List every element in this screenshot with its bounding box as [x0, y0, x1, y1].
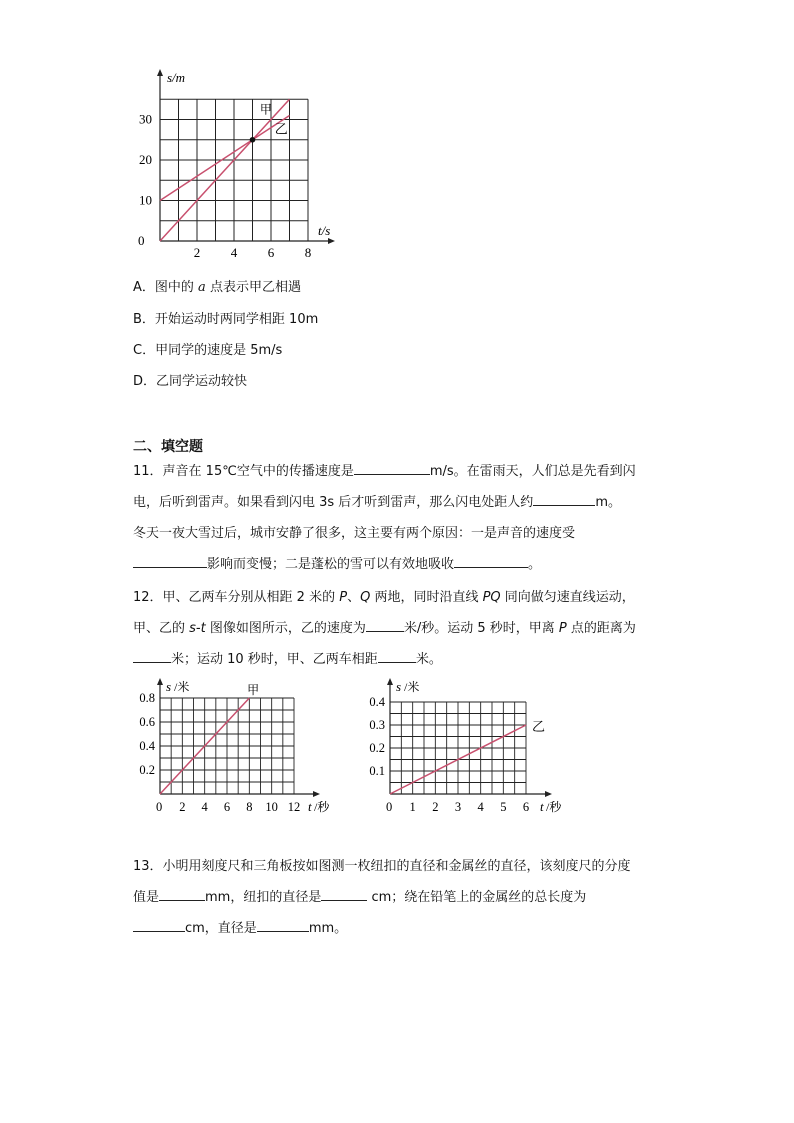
x-tick-label: 5 — [500, 800, 507, 814]
q11-text: 影响而变慢；二是蓬松的雪可以有效地吸收 — [207, 557, 455, 572]
q12-text: 米；运动 10 秒时，甲、乙两车相距 — [171, 652, 378, 667]
q12-text: 同向做匀速直线运动， — [500, 590, 635, 605]
q11-text: 。 — [528, 557, 542, 572]
q11-line-2 — [133, 487, 621, 518]
q11-text: m/s。在雷雨天，人们总是先看到闪 — [429, 464, 636, 479]
x-tick-label: 6 — [267, 245, 275, 260]
series-label-jia: 甲 — [259, 102, 272, 117]
y-tick-label: 0.2 — [369, 741, 385, 755]
y-axis-label: s/m — [167, 70, 186, 85]
q12-text: 点的距离为 — [566, 621, 636, 636]
origin-label: 0 — [156, 800, 163, 814]
option-text: 开始运动时两同学相距 10m — [154, 312, 319, 327]
q12-blank-1[interactable] — [366, 619, 404, 632]
q13-text: mm，纽扣的直径是 — [205, 890, 322, 905]
y-axis-arrow — [157, 678, 163, 685]
x-axis-arrow — [328, 238, 335, 244]
q13-text: cm，直径是 — [185, 921, 257, 936]
q12-italic: PQ — [482, 590, 501, 605]
series-line-甲 — [160, 99, 290, 241]
y-axis-label-var: s — [166, 679, 172, 694]
y-axis-label-unit: /米 — [174, 680, 190, 694]
q12-italic: s-t — [189, 621, 206, 636]
x-tick-label: 12 — [287, 800, 301, 814]
q12-blank-3[interactable] — [378, 650, 416, 663]
option-text: 点表示甲乙相遇 — [205, 280, 301, 295]
section-heading: 二、填空题 — [133, 439, 203, 455]
y-tick-label: 0.3 — [369, 718, 385, 732]
x-tick-label: 1 — [409, 800, 416, 814]
q12-text: 、 — [347, 590, 361, 605]
y-tick-label: 20 — [139, 152, 152, 167]
x-tick-label: 4 — [477, 800, 484, 814]
x-tick-label: 2 — [179, 800, 186, 814]
q13-blank-2[interactable] — [321, 888, 367, 901]
option-text: 图中的 — [154, 280, 199, 295]
q12-text: 米。 — [415, 652, 442, 667]
y-axis-label-var: s — [396, 679, 402, 694]
chart-top — [120, 66, 350, 261]
q13-text: cm；绕在铅笔上的金属丝的总长度为 — [367, 890, 587, 905]
q13-line-2 — [133, 882, 586, 913]
q12-line-1 — [133, 582, 635, 613]
option-letter: D． — [133, 374, 157, 389]
q11-blank-4[interactable] — [454, 555, 528, 568]
q12-blank-2[interactable] — [133, 650, 171, 663]
q11-text: m。 — [595, 495, 621, 510]
x-tick-label: 3 — [454, 800, 462, 814]
q11-text: 11．声音在 15℃空气中的传播速度是 — [133, 464, 354, 479]
x-tick-label: 8 — [304, 245, 312, 260]
q13-text: mm。 — [308, 921, 348, 936]
top-chart-lines — [160, 99, 290, 241]
series-label-yi: 乙 — [532, 719, 546, 734]
q11-line-4 — [133, 549, 541, 580]
q12-line-3 — [133, 644, 442, 675]
x-tick-label: 4 — [201, 800, 208, 814]
series-label-yi: 乙 — [274, 121, 288, 137]
x-axis-label-unit: /秒 — [314, 800, 330, 814]
y-tick-label: 0.6 — [139, 715, 155, 729]
option-letter: C． — [133, 343, 156, 358]
q12-text: 图像如图所示，乙的速度为 — [205, 621, 366, 636]
q11-line-3: 冬天一夜大雪过后，城市安静了很多，这主要有两个原因：一是声音的速度受 — [133, 526, 576, 541]
x-axis-label-var: t — [308, 799, 312, 814]
y-tick-label: 0.4 — [369, 695, 385, 709]
x-tick-label: 6 — [223, 800, 231, 814]
option-italic: a — [198, 280, 206, 295]
y-tick-label: 0.1 — [369, 764, 385, 778]
x-axis-arrow — [313, 791, 320, 797]
q12-text: 12．甲、乙两车分别从相距 2 米的 — [133, 590, 340, 605]
option-b[interactable] — [133, 308, 318, 327]
q12-text: 两地，同时沿直线 — [370, 590, 483, 605]
q13-text: 值是 — [133, 890, 160, 905]
q13-line-1: 13．小明用刻度尺和三角板按如图测一枚纽扣的直径和金属丝的直径，该刻度尺的分度 — [133, 859, 631, 874]
option-letter: A． — [133, 280, 155, 295]
x-tick-label: 2 — [193, 245, 201, 260]
q11-blank-1[interactable] — [354, 462, 430, 475]
option-a[interactable] — [133, 276, 301, 295]
q11-blank-3[interactable] — [133, 555, 207, 568]
option-letter: B． — [133, 312, 155, 327]
q11-blank-2[interactable] — [533, 493, 595, 506]
y-axis-label-unit: /米 — [404, 680, 420, 694]
q12-italic: P — [339, 590, 348, 605]
x-axis-arrow — [545, 791, 552, 797]
y-tick-label: 0.4 — [139, 739, 155, 753]
q12-line-2 — [133, 613, 636, 644]
x-tick-label: 8 — [246, 800, 253, 814]
x-tick-label: 10 — [265, 800, 278, 814]
q13-blank-1[interactable] — [159, 888, 205, 901]
x-axis-label-unit: /秒 — [546, 800, 562, 814]
option-text: 甲同学的速度是 5m/s — [155, 343, 283, 358]
q13-blank-4[interactable] — [257, 919, 309, 932]
series-label-jia: 甲 — [247, 683, 260, 697]
q12-italic: P — [558, 621, 567, 636]
x-tick-label: 6 — [522, 800, 530, 814]
q11-line-1 — [133, 456, 636, 487]
x-axis-label-var: t — [540, 799, 544, 814]
q13-blank-3[interactable] — [133, 919, 185, 932]
y-tick-label: 0.2 — [139, 763, 155, 777]
option-text: 乙同学运动较快 — [156, 374, 248, 389]
origin-label: 0 — [138, 233, 145, 248]
chart-jia — [128, 676, 348, 821]
q11-text: 电，后听到雷声。如果看到闪电 3s 后才听到雷声，那么闪电处距人约 — [133, 495, 534, 510]
option-d[interactable] — [133, 370, 247, 389]
y-tick-label: 10 — [139, 192, 152, 208]
q12-text: 甲、乙的 — [133, 621, 190, 636]
option-c[interactable] — [133, 339, 282, 358]
y-axis-arrow — [387, 678, 393, 685]
series-line-乙 — [160, 115, 290, 200]
x-tick-label: 4 — [230, 245, 238, 260]
origin-label: 0 — [386, 800, 393, 814]
top-chart-grid — [157, 69, 335, 244]
y-axis-arrow — [157, 69, 163, 76]
meet-point — [250, 137, 256, 143]
q12-text: 米/秒。运动 5 秒时，甲离 — [403, 621, 559, 636]
q13-line-3 — [133, 913, 347, 944]
q12-italic: Q — [360, 590, 371, 605]
y-tick-label: 30 — [139, 111, 152, 127]
x-tick-label: 2 — [432, 800, 439, 814]
chart-yi — [358, 676, 588, 821]
y-tick-label: 0.8 — [139, 691, 155, 705]
x-axis-label: t/s — [318, 223, 331, 238]
